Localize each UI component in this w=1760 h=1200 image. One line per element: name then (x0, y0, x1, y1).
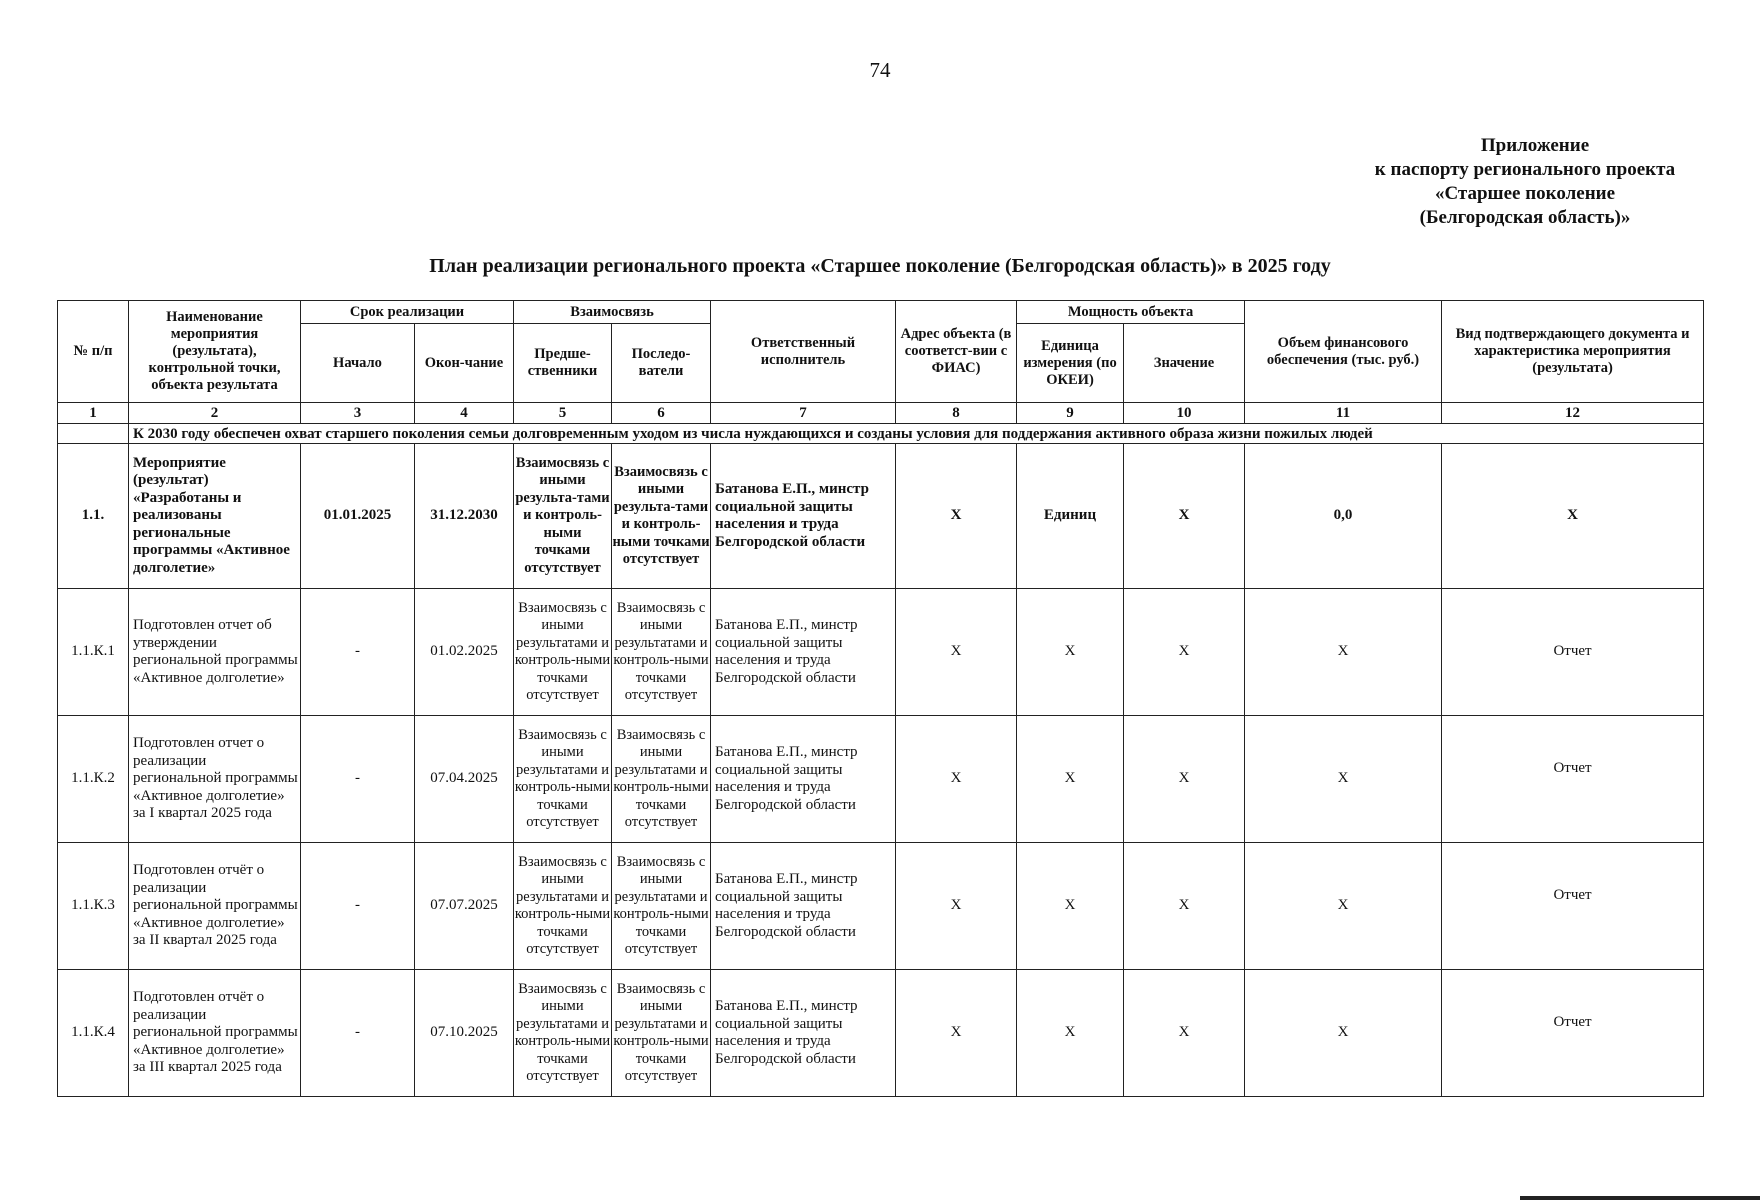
column-number: 11 (1245, 403, 1442, 424)
row-prev: Взаимосвязь с иными результатами и контроль-ными точками отсутствует (514, 970, 612, 1097)
row-document-text: Отчет (1553, 887, 1592, 904)
row-document-text: Отчет (1553, 760, 1592, 777)
header-unit: Единица измерения (по ОКЕИ) (1017, 324, 1124, 403)
row-prev: Взаимосвязь с иными результатами и контроль-ными точками отсутствует (514, 843, 612, 970)
column-number: 9 (1017, 403, 1124, 424)
row-finance: X (1245, 843, 1442, 970)
table-row (58, 589, 1704, 716)
row-value: X (1124, 589, 1245, 716)
row-document: Отчет (1442, 589, 1704, 716)
row-start: - (301, 843, 415, 970)
row-finance: X (1245, 589, 1442, 716)
row-start: - (301, 716, 415, 843)
header-address: Адрес объекта (в соответст-вии с ФИАС) (896, 301, 1017, 403)
row-responsible: Батанова Е.П., минстр социальной защиты населения и труда Белгородской области (711, 444, 896, 589)
row-next: Взаимосвязь с иными результа-тами и контроль-ными точками отсутствует (612, 444, 711, 589)
row-value: X (1124, 716, 1245, 843)
header-value: Значение (1124, 324, 1245, 403)
row-value: X (1124, 843, 1245, 970)
row-address: X (896, 716, 1017, 843)
plan-title: План реализации регионального проекта «Старшее поколение (Белгородская область)» в 2025 году (429, 255, 1331, 277)
row-name: Подготовлен отчёт о реализации региональной программы «Активное долголетие» за III квартал 2025 года (129, 970, 301, 1097)
row-name: Подготовлен отчет об утверждении региональной программы «Активное долголетие» (129, 589, 301, 716)
header-name: Наименование мероприятия (результата), контрольной точки, объекта результата (129, 301, 301, 403)
appendix-line: «Старшее поколение (1434, 183, 1616, 204)
row-document (1442, 970, 1704, 1097)
row-num: 1.1.К.3 (58, 843, 129, 970)
header-responsible: Ответственный исполнитель (711, 301, 896, 403)
row-unit: X (1017, 970, 1124, 1097)
row-prev: Взаимосвязь с иными результа-тами и контроль-ными точками отсутствует (514, 444, 612, 589)
row-document (1442, 716, 1704, 843)
scan-edge-line (1520, 1196, 1760, 1200)
row-start: - (301, 589, 415, 716)
row-name: Мероприятие (результат) «Разработаны и реализованы региональные программы «Активное долголетие» (129, 444, 301, 589)
column-number: 8 (896, 403, 1017, 424)
column-number: 7 (711, 403, 896, 424)
column-number: 3 (301, 403, 415, 424)
row-unit: X (1017, 843, 1124, 970)
row-address: X (896, 444, 1017, 589)
row-end: 07.07.2025 (415, 843, 514, 970)
row-end: 07.04.2025 (415, 716, 514, 843)
column-number: 4 (415, 403, 514, 424)
row-document (1442, 843, 1704, 970)
row-end: 07.10.2025 (415, 970, 514, 1097)
header-document: Вид подтверждающего документа и характеристика мероприятия (результата) (1442, 301, 1704, 403)
column-number: 12 (1442, 403, 1704, 424)
header-num: № п/п (58, 301, 129, 403)
row-responsible: Батанова Е.П., минстр социальной защиты населения и труда Белгородской области (711, 716, 896, 843)
goal-empty-cell (58, 424, 129, 444)
row-unit: X (1017, 716, 1124, 843)
header-term: Срок реализации (301, 301, 514, 324)
goal-row (58, 424, 1704, 444)
header-finance: Объем финансового обеспечения (тыс. руб.) (1245, 301, 1442, 403)
row-unit: X (1017, 589, 1124, 716)
row-finance: 0,0 (1245, 444, 1442, 589)
header-link-prev: Предше-ственники (514, 324, 612, 403)
page-number: 74 (869, 58, 891, 82)
row-num: 1.1. (58, 444, 129, 589)
row-unit: Единиц (1017, 444, 1124, 589)
row-document-text: Отчет (1553, 1014, 1592, 1031)
row-responsible: Батанова Е.П., минстр социальной защиты населения и труда Белгородской области (711, 970, 896, 1097)
row-next: Взаимосвязь с иными результатами и контроль-ными точками отсутствует (612, 716, 711, 843)
header-capacity: Мощность объекта (1017, 301, 1245, 324)
appendix-line: (Белгородская область)» (1419, 207, 1631, 228)
row-start: 01.01.2025 (301, 444, 415, 589)
header-term-end: Окон-чание (415, 324, 514, 403)
column-number: 1 (58, 403, 129, 424)
plan-table (57, 300, 1704, 1097)
row-address: X (896, 843, 1017, 970)
row-document: X (1442, 444, 1704, 589)
row-prev: Взаимосвязь с иными результатами и контроль-ными точками отсутствует (514, 716, 612, 843)
row-value: X (1124, 444, 1245, 589)
row-finance: X (1245, 716, 1442, 843)
row-end: 01.02.2025 (415, 589, 514, 716)
goal-text: К 2030 году обеспечен охват старшего поколения семьи долговременным уходом из числа нуждающихся и созданы условия для поддержания активного образа жизни пожилых людей (129, 424, 1704, 444)
row-num: 1.1.К.4 (58, 970, 129, 1097)
column-number: 5 (514, 403, 612, 424)
column-number: 2 (129, 403, 301, 424)
row-next: Взаимосвязь с иными результатами и контроль-ными точками отсутствует (612, 589, 711, 716)
row-address: X (896, 970, 1017, 1097)
table-row (58, 716, 1704, 843)
header-term-start: Начало (301, 324, 415, 403)
row-next: Взаимосвязь с иными результатами и контроль-ными точками отсутствует (612, 843, 711, 970)
appendix-line: к паспорту регионального проекта (1374, 159, 1676, 180)
row-start: - (301, 970, 415, 1097)
column-number: 10 (1124, 403, 1245, 424)
row-next: Взаимосвязь с иными результатами и контроль-ными точками отсутствует (612, 970, 711, 1097)
row-responsible: Батанова Е.П., минстр социальной защиты населения и труда Белгородской области (711, 589, 896, 716)
row-name: Подготовлен отчёт о реализации региональной программы «Активное долголетие» за II квартал 2025 года (129, 843, 301, 970)
row-num: 1.1.К.1 (58, 589, 129, 716)
row-responsible: Батанова Е.П., минстр социальной защиты населения и труда Белгородской области (711, 843, 896, 970)
row-num: 1.1.К.2 (58, 716, 129, 843)
column-number: 6 (612, 403, 711, 424)
row-end: 31.12.2030 (415, 444, 514, 589)
row-prev: Взаимосвязь с иными результатами и контроль-ными точками отсутствует (514, 589, 612, 716)
row-finance: X (1245, 970, 1442, 1097)
header-row-top (58, 301, 1704, 324)
appendix-note (1300, 134, 1750, 230)
header-link-next: Последо-ватели (612, 324, 711, 403)
row-name: Подготовлен отчет о реализации региональной программы «Активное долголетие» за I квартал 2025 года (129, 716, 301, 843)
table-row (58, 843, 1704, 970)
table-row (58, 444, 1704, 589)
appendix-line: Приложение (1480, 135, 1590, 156)
header-link: Взаимосвязь (514, 301, 711, 324)
row-value: X (1124, 970, 1245, 1097)
row-address: X (896, 589, 1017, 716)
table-row (58, 970, 1704, 1097)
column-numbers-row (58, 403, 1704, 424)
